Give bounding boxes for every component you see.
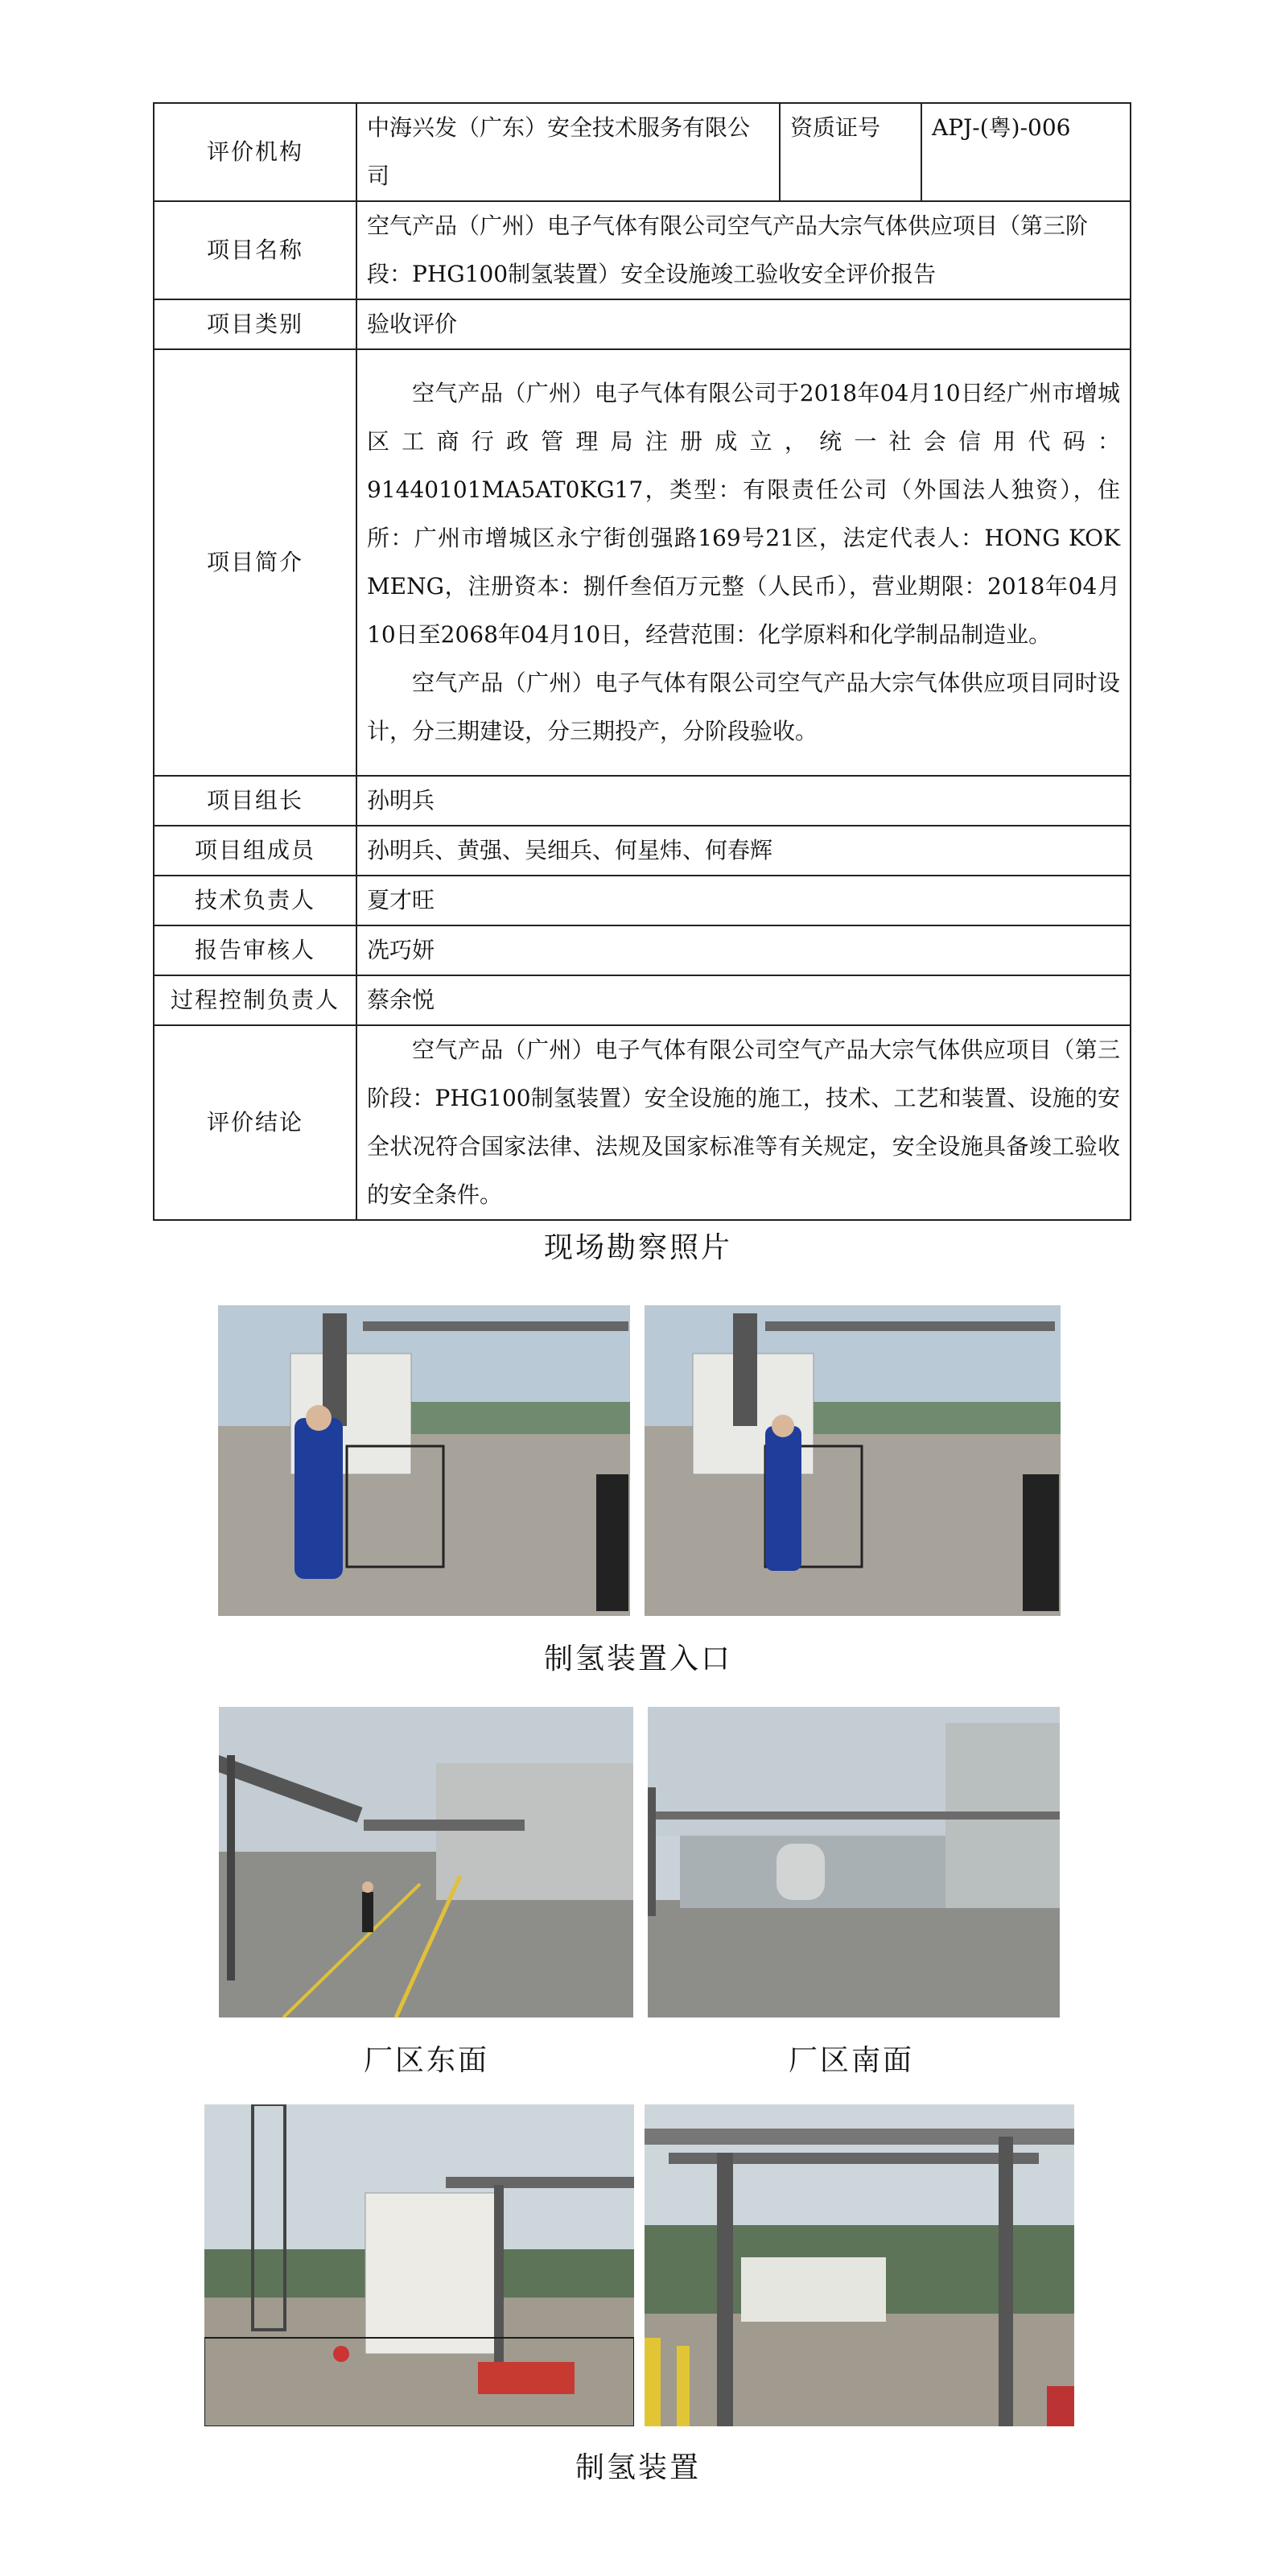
device-caption: 制氢装置 bbox=[575, 2451, 701, 2484]
conclusion-paragraph: 空气产品（广州）电子气体有限公司空气产品大宗气体供应项目（第三阶段：PHG100制氢装置）安全设施的施工，技术、工艺和装置、设施的安全状况符合国家法律、法规及国家标准等有关规定，安全设施具备竣工验收的安全条件。 bbox=[367, 1037, 1120, 1208]
org-value: 中海兴发（广东）安全技术服务有限公司 bbox=[356, 103, 780, 201]
table-row bbox=[154, 975, 1131, 1025]
category-label: 项目类别 bbox=[154, 299, 356, 349]
conclusion-value bbox=[356, 1025, 1131, 1220]
process-value: 蔡余悦 bbox=[356, 975, 1131, 1025]
east-photo bbox=[219, 1707, 633, 2018]
org-label: 评价机构 bbox=[154, 103, 356, 201]
project-name-value: 空气产品（广州）电子气体有限公司空气产品大宗气体供应项目（第三阶段：PHG100制氢装置）安全设施竣工验收安全评价报告 bbox=[356, 201, 1131, 299]
table-row bbox=[154, 103, 1131, 201]
table-row bbox=[154, 876, 1131, 925]
reviewer-label: 报告审核人 bbox=[154, 925, 356, 975]
category-value: 验收评价 bbox=[356, 299, 1131, 349]
south-photo bbox=[648, 1707, 1060, 2018]
project-name-label: 项目名称 bbox=[154, 201, 356, 299]
reviewer-value: 冼巧妍 bbox=[356, 925, 1131, 975]
tech-value: 夏才旺 bbox=[356, 876, 1131, 925]
table-row bbox=[154, 925, 1131, 975]
table-row bbox=[154, 826, 1131, 876]
device-photo-left bbox=[204, 2104, 634, 2426]
leader-value: 孙明兵 bbox=[356, 776, 1131, 826]
intro-label: 项目简介 bbox=[154, 349, 356, 776]
entrance-photo-left bbox=[218, 1305, 630, 1616]
table-row bbox=[154, 201, 1131, 299]
table-row bbox=[154, 299, 1131, 349]
leader-label: 项目组长 bbox=[154, 776, 356, 826]
east-caption: 厂区东面 bbox=[363, 2044, 489, 2077]
site-photos-heading: 现场勘察照片 bbox=[543, 1231, 732, 1264]
south-caption: 厂区南面 bbox=[788, 2044, 914, 2077]
intro-paragraph-2: 空气产品（广州）电子气体有限公司空气产品大宗气体供应项目同时设计，分三期建设，分三期投产，分阶段验收。 bbox=[367, 670, 1120, 744]
evaluation-info-table bbox=[153, 102, 1131, 1221]
process-label: 过程控制负责人 bbox=[154, 975, 356, 1025]
entrance-caption: 制氢装置入口 bbox=[543, 1642, 732, 1675]
members-value: 孙明兵、黄强、吴细兵、何星炜、何春辉 bbox=[356, 826, 1131, 876]
intro-value bbox=[356, 349, 1131, 776]
table-row bbox=[154, 349, 1131, 776]
cert-label: 资质证号 bbox=[780, 103, 921, 201]
intro-paragraph-1: 空气产品（广州）电子气体有限公司于2018年04月10日经广州市增城区工商行政管理局注册成立，统一社会信用代码：91440101MA5AT0KG17，类型：有限责任公司（外国法人独资），住所：广州市增城区永宁街创强路169号21区，法定代表人：HONG KOK MENG，注册资本：捌仟叁佰万元整（人民币），营业期限：2018年04月10日至2068年04月10日，经营范围：化学原料和化学制品制造业。 bbox=[367, 380, 1120, 648]
device-photo-right bbox=[645, 2104, 1074, 2426]
tech-label: 技术负责人 bbox=[154, 876, 356, 925]
cert-value: APJ-(粤)-006 bbox=[921, 103, 1131, 201]
table-row bbox=[154, 1025, 1131, 1220]
members-label: 项目组成员 bbox=[154, 826, 356, 876]
entrance-photo-right bbox=[645, 1305, 1061, 1616]
table-row bbox=[154, 776, 1131, 826]
conclusion-label: 评价结论 bbox=[154, 1025, 356, 1220]
